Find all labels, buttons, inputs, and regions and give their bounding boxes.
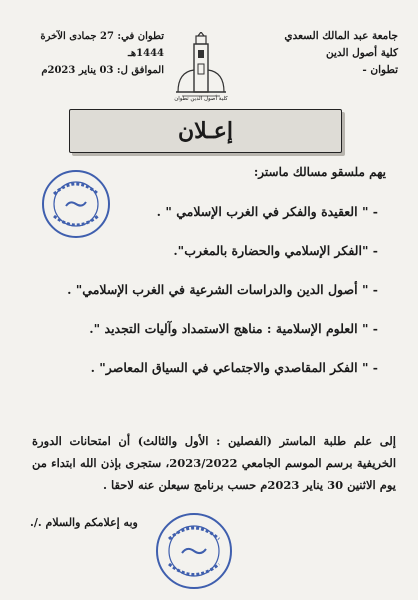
title-box xyxy=(69,109,342,153)
university-name: جامعة عبد المالك السعدي xyxy=(284,30,398,42)
city-name: تطوان - xyxy=(362,64,398,76)
list-item: - " الفكر المقاصدي والاجتماعي في السياق المعاصر" . xyxy=(90,360,378,375)
university-header xyxy=(248,28,398,79)
date-header xyxy=(14,28,164,79)
intro-line: يهم ملسقو مسالك ماستر: xyxy=(253,165,386,179)
gregorian-date: الموافق ل: 03 يناير 2023م xyxy=(41,65,164,76)
list-item: - " العلوم الإسلامية : مناهج الاستمداد وآليات التجديد ". xyxy=(89,321,378,336)
faculty-logo xyxy=(174,32,228,104)
announcement-paragraph: إلى علم طلبة الماستر (الفصلين : الأول والثالث) أن امتحانات الدورة الخريفية برسم الموسم الجامعي 2023/2022، ستجرى بإذن الله ابتداء من يوم الاثنين 30 يناير 2023م حسب برنامج سيعلن عنه لاحقا . xyxy=(32,434,397,492)
faculty-name: كلية أصول الدين xyxy=(325,47,398,59)
page-title: إعـلان xyxy=(178,118,233,144)
list-item: - " العقيدة والفكر في الغرب الإسلامي " . xyxy=(156,204,378,219)
list-item: - " أصول الدين والدراسات الشرعية في الغرب الإسلامي" . xyxy=(67,282,378,297)
closing-line: وبه إعلامكم والسلام ./. xyxy=(30,516,138,529)
official-stamp-icon xyxy=(40,168,112,240)
list-item: - "الفكر الإسلامي والحضارة بالمغرب". xyxy=(173,243,378,258)
logo-caption: كلية أصول الدين تطوان xyxy=(174,96,228,102)
official-stamp-icon xyxy=(154,511,234,591)
hijri-date: تطوان في: 27 جمادى الآخرة 1444هـ xyxy=(40,31,164,59)
